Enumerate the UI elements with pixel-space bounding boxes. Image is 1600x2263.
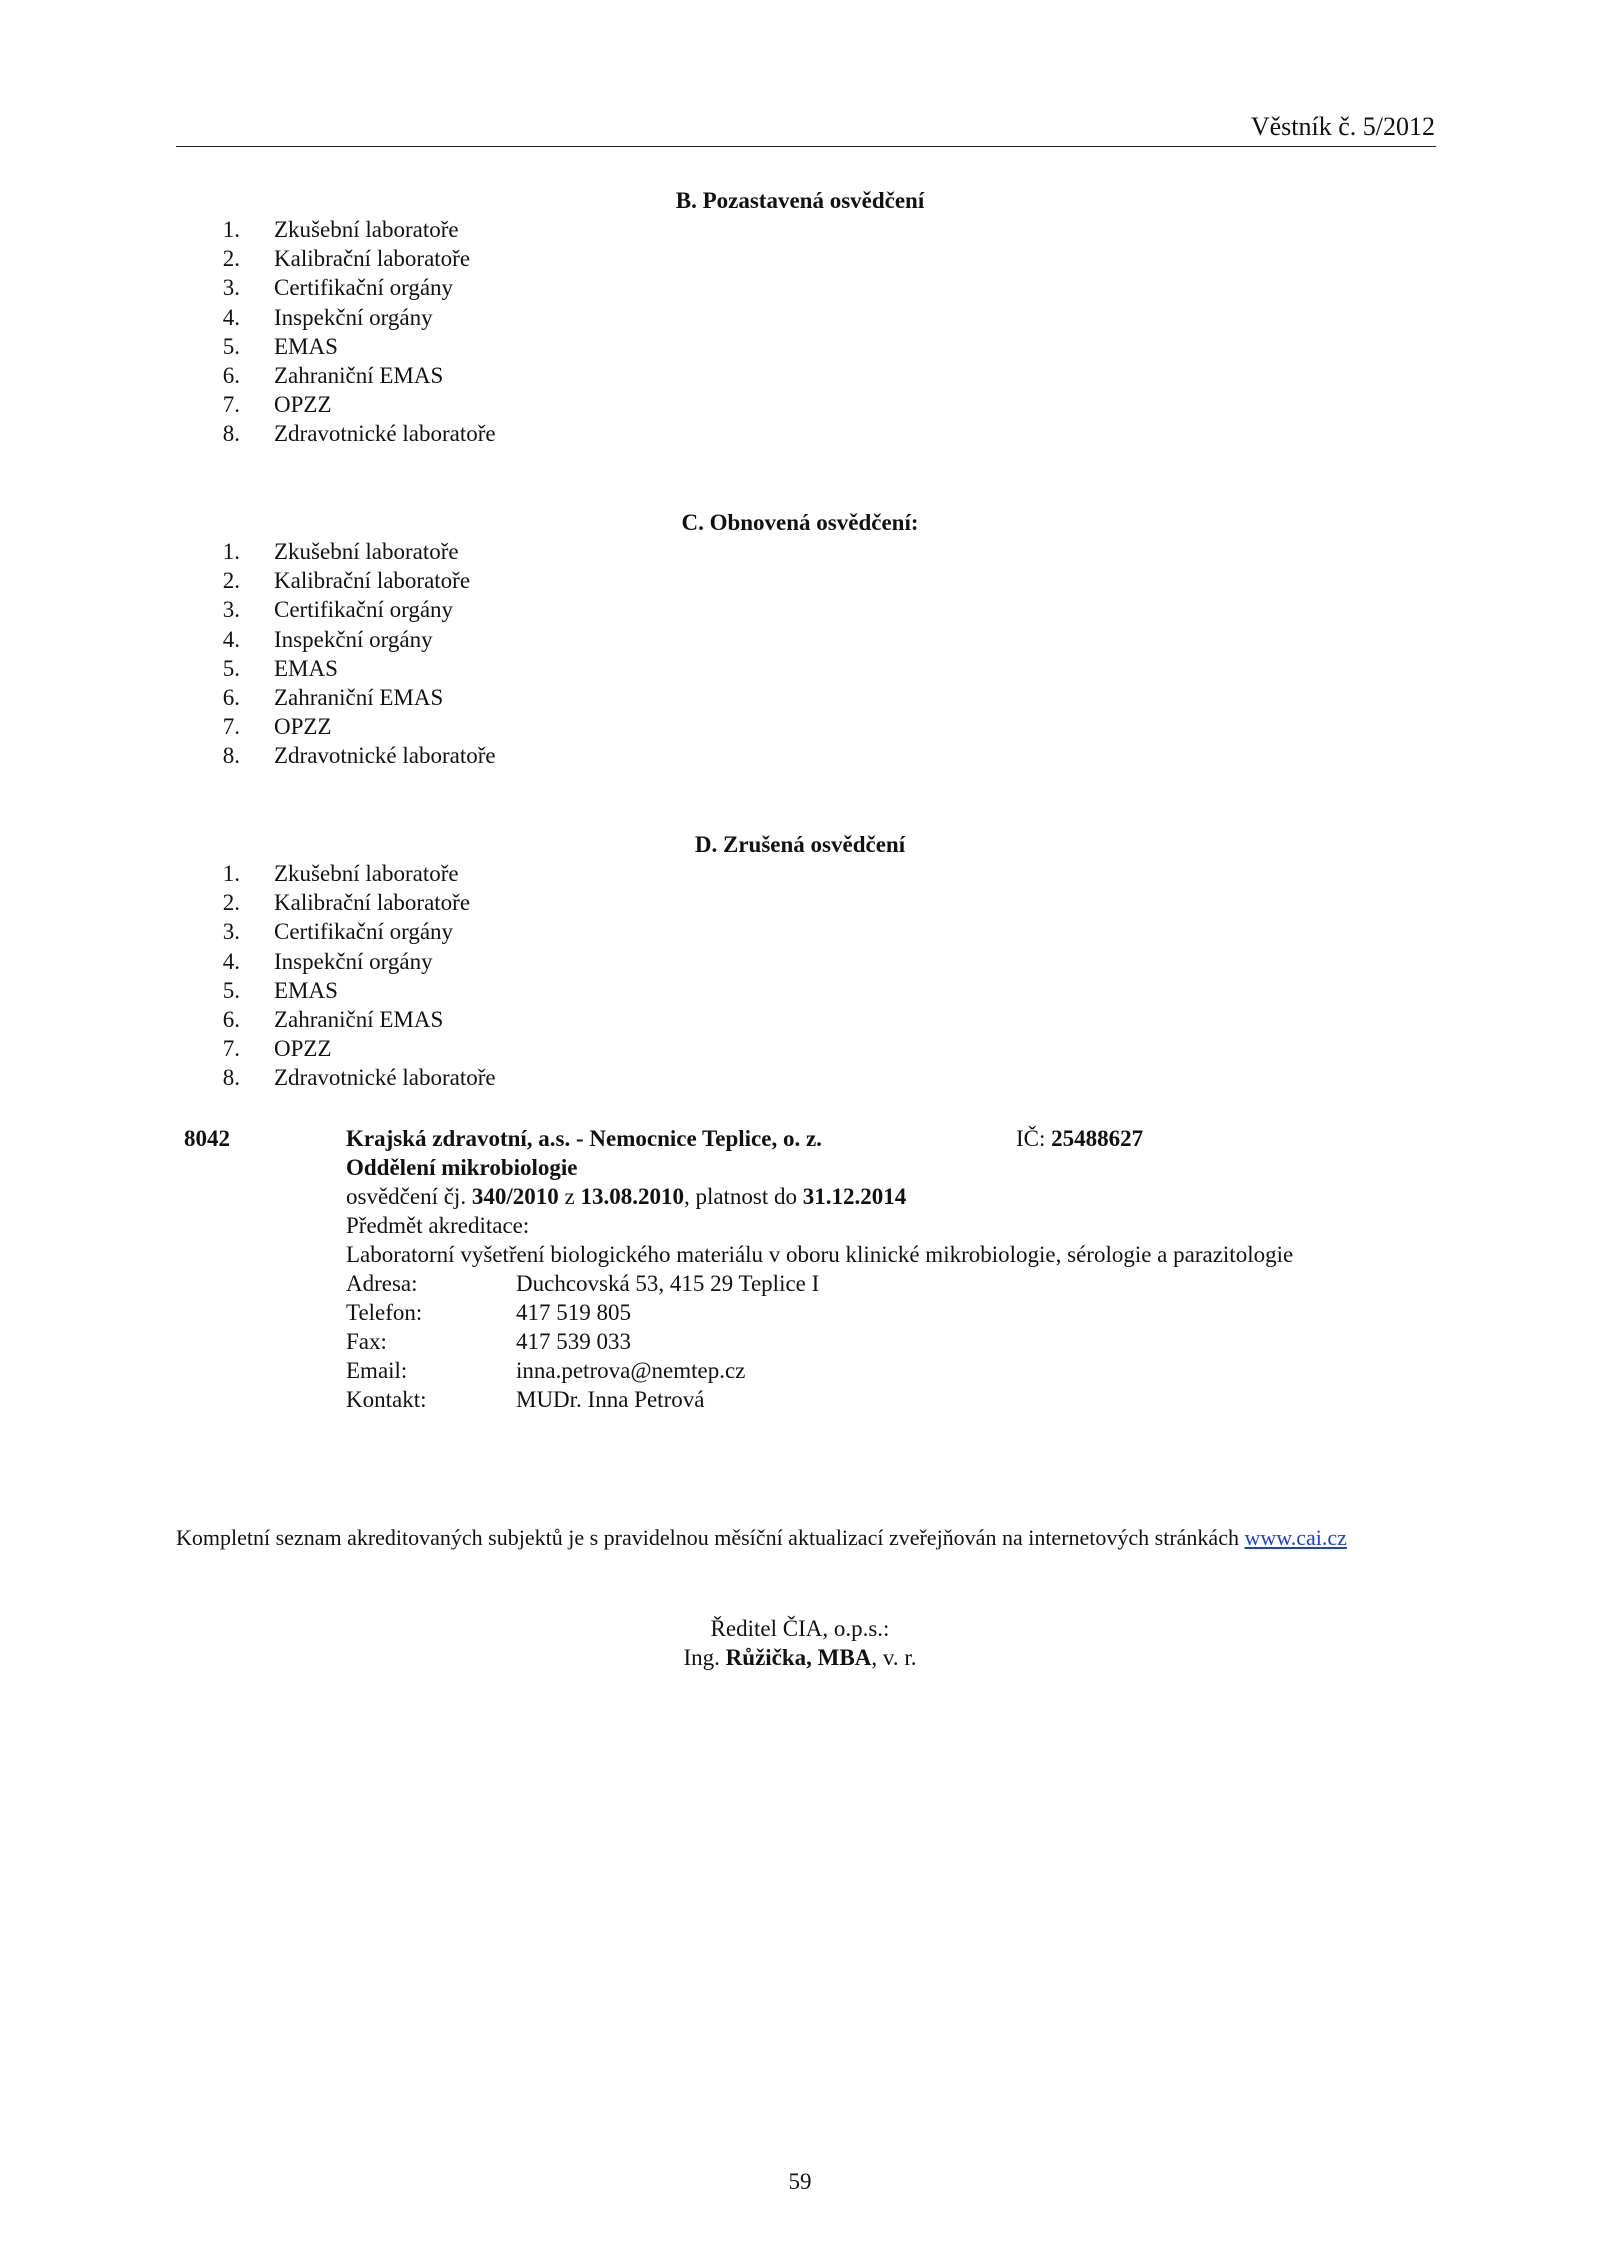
item-label: EMAS [274,333,338,359]
signature-title: Ředitel ČIA, o.p.s.: [710,1616,890,1641]
page-number: 59 [788,2169,812,2194]
item-label: Zdravotnické laboratoře [274,743,496,769]
section-heading: B. Pozastavená osvědčení [675,188,925,213]
item-number: 8. [222,421,240,447]
header-divider [176,146,1436,147]
item-number: 1. [222,861,240,886]
certificate-line [346,1182,906,1211]
list-item [0,625,800,654]
company-id [1016,1124,1143,1153]
signature-name: Růžička, MBA [725,1645,872,1670]
contact-label: Fax: [346,1329,387,1354]
list-item [0,419,800,448]
item-label: Zahraniční EMAS [274,362,444,388]
item-number: 7. [222,1036,240,1062]
item-number: 4. [222,626,240,652]
list-item [0,1034,800,1063]
item-label: Certifikační orgány [274,275,454,301]
item-number: 2. [222,568,240,594]
list-item [0,683,800,712]
list-item [0,537,800,566]
section-heading: D. Zrušená osvědčení [694,832,906,857]
contact-value: Duchcovská 53, 415 29 Teplice I [516,1271,820,1296]
contact-label: Adresa: [346,1271,418,1296]
item-number: 3. [222,275,240,301]
certificate-number: 340/2010 [471,1184,559,1209]
item-label: EMAS [274,655,338,681]
contact-row [0,1327,1600,1356]
certificate-validity-prefix: , platnost do [683,1184,803,1209]
item-label: Zkušební laboratoře [274,217,459,242]
list-item [0,741,800,770]
item-number: 2. [222,890,240,916]
organization-name: Krajská zdravotní, a.s. - Nemocnice Teplice, o. z. [346,1126,822,1151]
item-label: OPZZ [274,714,332,740]
company-id-value: 25488627 [1051,1126,1144,1151]
certificate-valid-until: 31.12.2014 [802,1184,907,1209]
contact-value: MUDr. Inna Petrová [516,1387,705,1412]
item-label: Inspekční orgány [274,626,433,652]
bulletin-title: Věstník č. 5/2012 [1250,112,1435,141]
certificate-prefix: osvědčení čj. [346,1184,472,1209]
list-item [0,859,800,888]
contact-label: Email: [346,1358,408,1383]
list-item [0,595,800,624]
certificate-date: 13.08.2010 [580,1184,684,1209]
item-number: 7. [222,392,240,418]
item-label: Certifikační orgány [274,597,454,623]
entry-id: 8042 [184,1126,230,1151]
item-label: OPZZ [274,1036,332,1062]
list-item [0,654,800,683]
item-number: 6. [222,684,240,710]
footer-note [176,1524,1347,1552]
contact-value: 417 539 033 [516,1329,631,1354]
item-number: 5. [222,333,240,359]
item-label: Kalibrační laboratoře [274,246,471,272]
list-item [0,215,800,244]
signature-suffix: , v. r. [871,1645,917,1670]
item-number: 4. [222,948,240,974]
contact-value: inna.petrova@nemtep.cz [516,1358,746,1383]
item-label: Zkušební laboratoře [274,539,459,564]
item-label: Kalibrační laboratoře [274,890,471,916]
list-item [0,947,800,976]
contact-label: Kontakt: [346,1387,427,1412]
item-label: Zahraniční EMAS [274,1006,444,1032]
subject-text: Laboratorní vyšetření biologického materiálu v oboru klinické mikrobiologie, sérologie a parazitologie [346,1242,1294,1267]
department-name: Oddělení mikrobiologie [346,1155,578,1180]
subject-label: Předmět akreditace: [346,1213,530,1238]
item-number: 1. [222,217,240,242]
item-label: EMAS [274,977,338,1003]
item-number: 4. [222,304,240,330]
item-number: 1. [222,539,240,564]
item-number: 3. [222,597,240,623]
contact-row [0,1298,1600,1327]
category-list [0,215,800,449]
list-item [0,566,800,595]
list-item [0,1005,800,1034]
list-item [0,917,800,946]
item-number: 6. [222,1006,240,1032]
contact-row [0,1356,1600,1385]
item-label: Inspekční orgány [274,948,433,974]
item-number: 5. [222,977,240,1003]
item-label: Zahraniční EMAS [274,684,444,710]
list-item [0,273,800,302]
item-number: 8. [222,743,240,769]
signature-block [0,1614,1600,1672]
item-label: OPZZ [274,392,332,418]
certificate-z: z [558,1184,581,1209]
category-list [0,859,800,1093]
footer-note-text: Kompletní seznam akreditovaných subjektů je s pravidelnou měsíční aktualizací zveřejňován na internetových stránkách [176,1525,1245,1550]
list-item [0,361,800,390]
list-item [0,244,800,273]
list-item [0,390,800,419]
list-item [0,888,800,917]
item-label: Certifikační orgány [274,919,454,945]
category-list [0,537,800,771]
signature-prefix: Ing. [683,1645,726,1670]
signature-name-line [0,1643,1600,1672]
item-label: Kalibrační laboratoře [274,568,471,594]
contact-row [0,1269,1600,1298]
company-id-label: IČ: [1016,1126,1052,1151]
item-number: 8. [222,1065,240,1091]
website-link[interactable]: www.cai.cz [1244,1525,1347,1550]
item-number: 2. [222,246,240,272]
item-number: 3. [222,919,240,945]
item-label: Inspekční orgány [274,304,433,330]
contact-row [0,1385,1600,1414]
contact-value: 417 519 805 [516,1300,631,1325]
item-label: Zkušební laboratoře [274,861,459,886]
list-item [0,303,800,332]
item-number: 5. [222,655,240,681]
list-item [0,976,800,1005]
list-item [0,332,800,361]
contact-label: Telefon: [346,1300,423,1325]
item-number: 7. [222,714,240,740]
section-heading: C. Obnovená osvědčení: [681,510,919,535]
list-item [0,712,800,741]
item-number: 6. [222,362,240,388]
list-item [0,1063,800,1092]
item-label: Zdravotnické laboratoře [274,1065,496,1091]
item-label: Zdravotnické laboratoře [274,421,496,447]
